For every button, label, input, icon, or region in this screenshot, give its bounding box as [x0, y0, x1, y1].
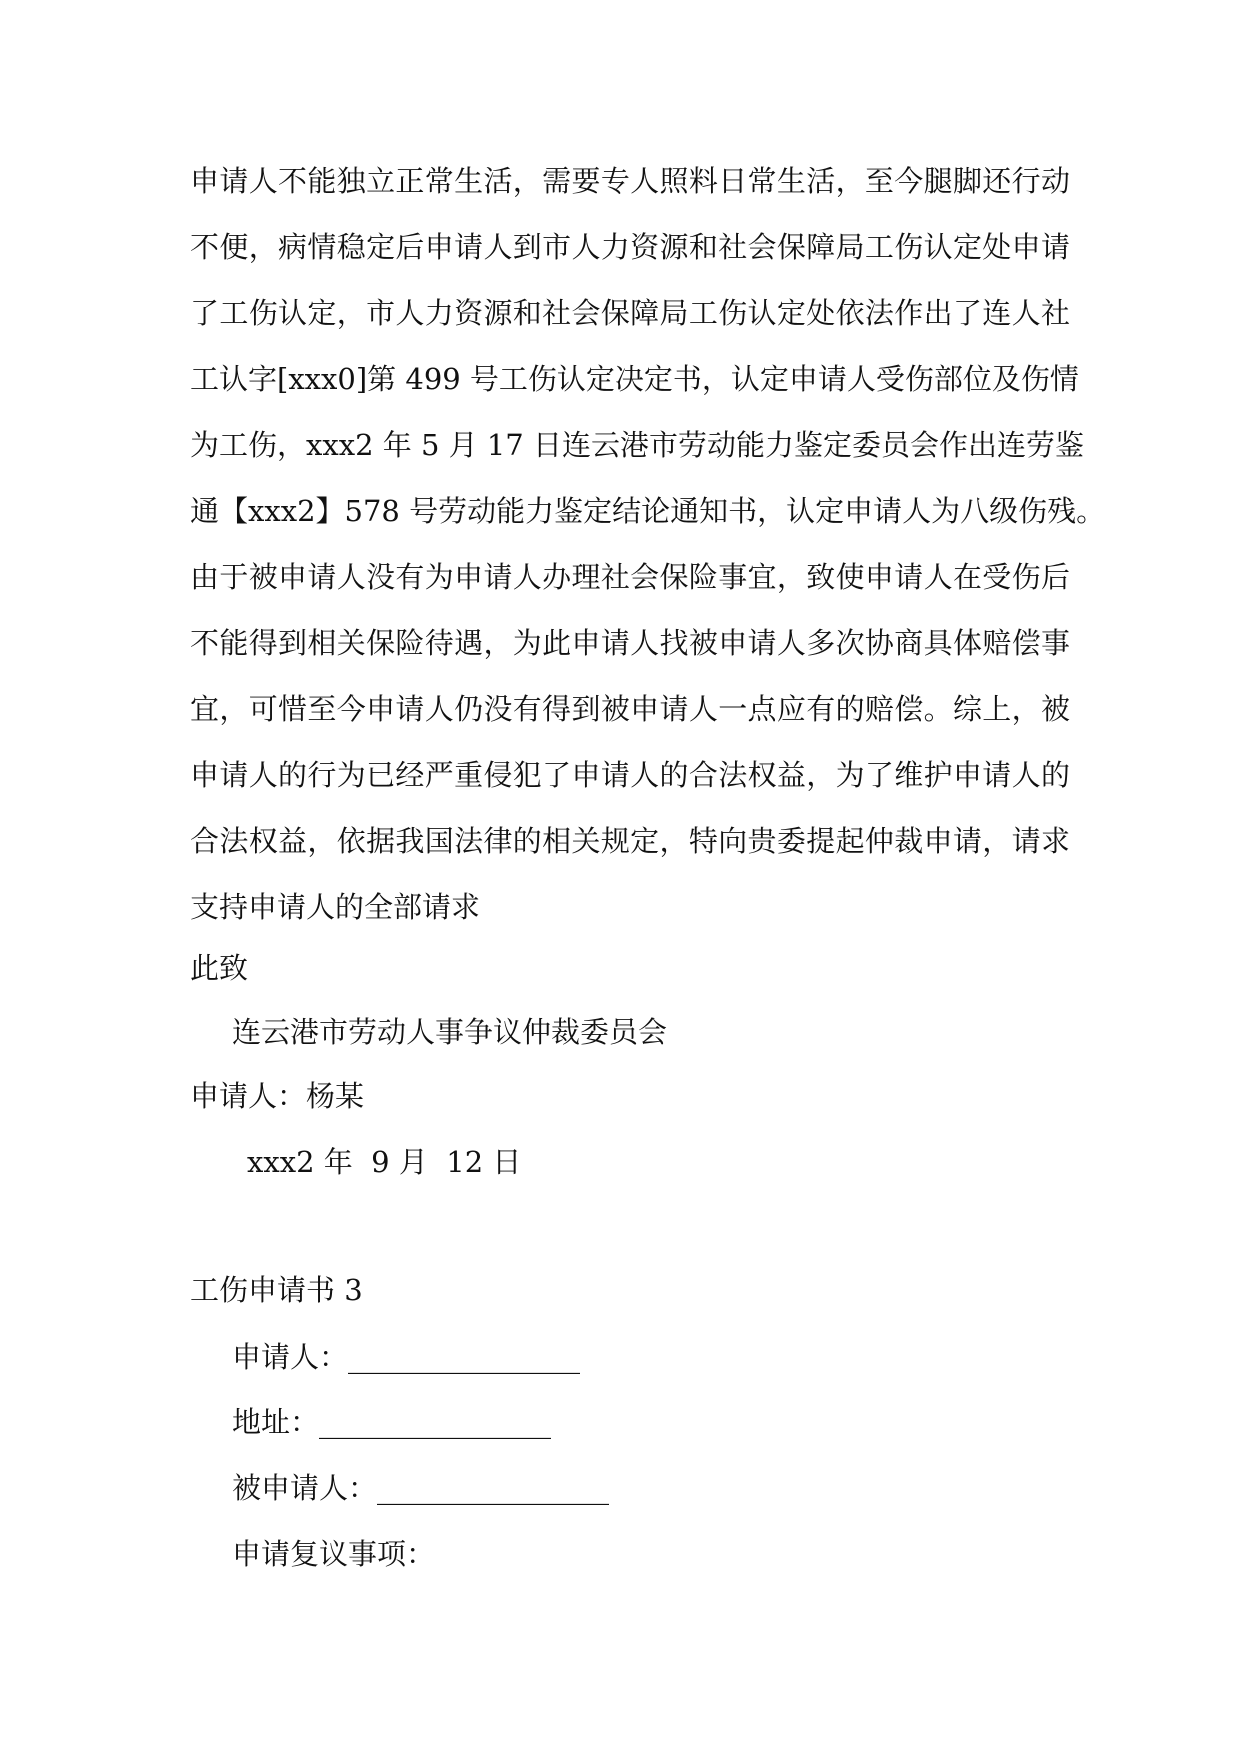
recipient-text: 连云港市劳动人事争议仲裁委员会: [232, 1015, 668, 1049]
body-line: 申请人不能独立正常生活，需要专人照料日常生活，至今腿脚还行动: [190, 164, 1070, 198]
respondent-field: 被申请人：________________: [232, 1471, 610, 1505]
applicant-signature: 申请人：杨某: [190, 1079, 365, 1113]
body-line: 宜，可惜至今申请人仍没有得到被申请人一点应有的赔偿。综上，被: [190, 692, 1070, 726]
applicant-field: 申请人：________________: [232, 1340, 581, 1374]
body-line: 合法权益，依据我国法律的相关规定，特向贵委提起仲裁申请，请求: [190, 824, 1070, 858]
body-line: 由于被申请人没有为申请人办理社会保险事宜，致使申请人在受伤后: [190, 560, 1070, 594]
body-line: 不能得到相关保险待遇，为此申请人找被申请人多次协商具体赔偿事: [190, 626, 1070, 660]
body-line: 通【xxx2】578 号劳动能力鉴定结论通知书，认定申请人为八级伤残。: [190, 494, 1106, 528]
body-line: 了工伤认定，市人力资源和社会保障局工伤认定处依法作出了连人社: [190, 296, 1070, 330]
body-line: 支持申请人的全部请求: [190, 890, 481, 924]
closing-text: 此致: [190, 951, 249, 985]
body-line: 申请人的行为已经严重侵犯了申请人的合法权益，为了维护申请人的: [190, 758, 1070, 792]
body-line: 工认字[xxx0]第 499 号工伤认定决定书，认定申请人受伤部位及伤情: [190, 362, 1079, 396]
section-title: 工伤申请书 3: [190, 1273, 363, 1307]
matters-heading: 申请复议事项：: [232, 1537, 436, 1571]
date-text: xxx2 年 9 月 12 日: [247, 1145, 522, 1179]
body-line: 为工伤，xxx2 年 5 月 17 日连云港市劳动能力鉴定委员会作出连劳鉴: [190, 428, 1084, 462]
address-field: 地址：________________: [232, 1405, 552, 1439]
body-line: 不便，病情稳定后申请人到市人力资源和社会保障局工伤认定处申请: [190, 230, 1070, 264]
body-paragraph: [190, 148, 1106, 940]
